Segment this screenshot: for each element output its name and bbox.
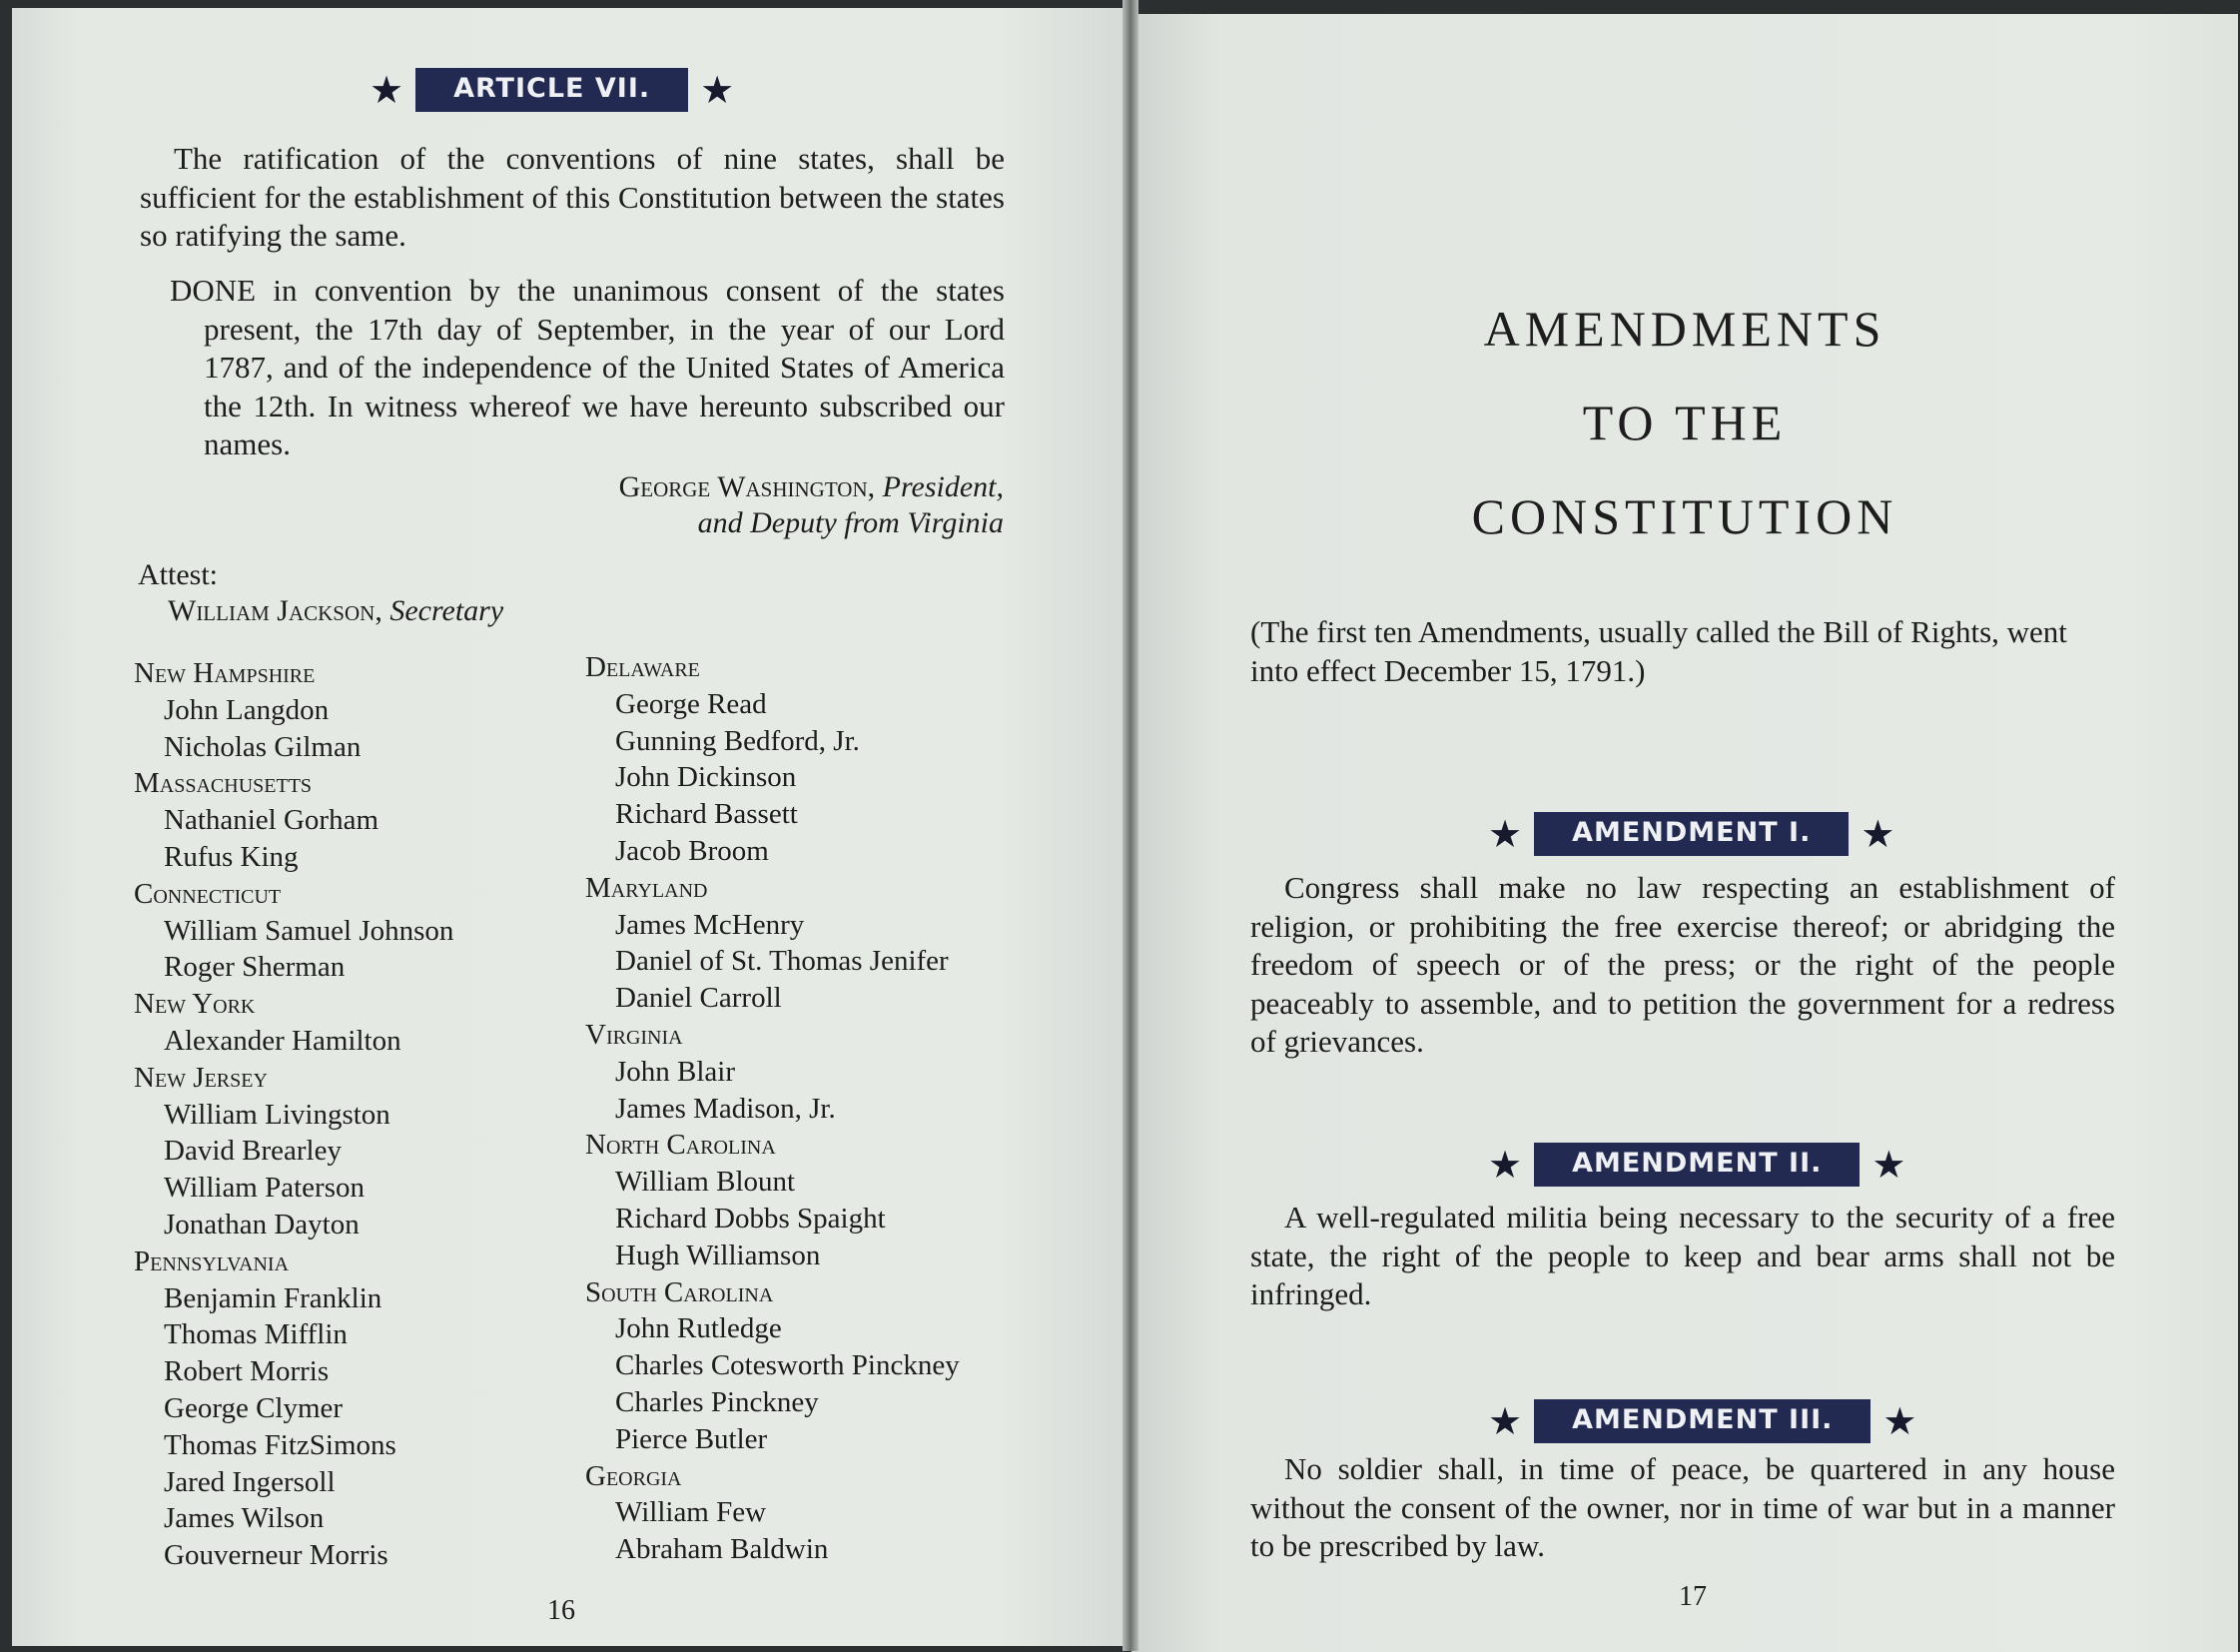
state-name: Pennsylvania — [134, 1244, 290, 1277]
signer-name: Thomas Mifflin — [164, 1318, 348, 1351]
intro-block — [1250, 613, 2115, 690]
signer-name: Thomas FitzSimons — [164, 1428, 396, 1461]
signers-column-right — [585, 649, 960, 1568]
signer-name: Richard Bassett — [615, 798, 798, 831]
signer-name: Pierce Butler — [615, 1422, 768, 1455]
signer-name: James Madison, Jr. — [615, 1092, 836, 1125]
amendment-3-block — [1250, 1450, 2115, 1566]
signer-name: William Livingston — [164, 1098, 390, 1131]
amendment-1-text: Congress shall make no law respecting an establishment of religion, or prohibiting the free exercise thereof; or abridging the freedom of speech or of the press; or the right of the people peaceably to assemble, and to petition the government for a redress of grievances. — [1250, 870, 2115, 1059]
state-name: Maryland — [585, 871, 708, 904]
president-name: George Washington, — [618, 470, 876, 503]
star-icon: ★ — [1488, 1399, 1523, 1443]
star-icon: ★ — [1488, 1143, 1523, 1187]
secretary-title: Secretary — [389, 594, 504, 627]
signer-name: James Wilson — [164, 1502, 325, 1535]
president-title: President, — [882, 470, 1004, 503]
signer-name: David Brearley — [164, 1135, 342, 1168]
amendments-title-line3: CONSTITUTION — [1471, 488, 1898, 544]
bill-of-rights-intro: (The first ten Amendments, usually called the Bill of Rights, went into effect December 15, 1791.) — [1250, 614, 2067, 688]
signer-name: Daniel of St. Thomas Jenifer — [615, 945, 949, 978]
president-signature — [305, 469, 1004, 541]
amendment-2-block — [1250, 1199, 2115, 1314]
president-role: and Deputy from Virginia — [697, 506, 1004, 539]
secretary-name: William Jackson, — [168, 594, 382, 627]
state-name: New York — [134, 988, 256, 1021]
signer-name: James McHenry — [615, 908, 805, 941]
done-text: DONE in convention by the unanimous consent of the states present, the 17th day of September, in the year of our Lord 1787, and of the independence of the United States of America the 12th. In witness whereof we have hereunto subscribed our names. — [170, 273, 1005, 461]
amendment-3-heading — [1488, 1399, 1917, 1443]
signer-name: Roger Sherman — [164, 951, 346, 984]
done-text-block — [140, 272, 1005, 464]
signer-name: Gunning Bedford, Jr. — [615, 724, 860, 757]
amendments-title-line1: AMENDMENTS — [1483, 301, 1886, 357]
state-name: Connecticut — [134, 877, 282, 910]
attest-label: Attest: — [138, 558, 218, 591]
signer-name: Gouverneur Morris — [164, 1539, 388, 1572]
page-number-right: 17 — [1679, 1581, 1707, 1612]
signer-name: Nicholas Gilman — [164, 730, 362, 763]
attest-block — [138, 557, 503, 629]
star-icon: ★ — [1882, 1399, 1917, 1443]
article-vii-heading — [370, 68, 734, 112]
star-icon: ★ — [370, 68, 404, 112]
star-icon: ★ — [1871, 1143, 1906, 1187]
page-number-left: 16 — [547, 1595, 575, 1626]
signer-name: Jonathan Dayton — [164, 1208, 360, 1240]
signer-name: Jacob Broom — [615, 834, 769, 867]
amendment-3-text: No soldier shall, in time of peace, be quartered in any house without the consent of the owner, nor in time of war but in a manner to be prescribed by law. — [1250, 1451, 2115, 1563]
signers-column-left — [134, 655, 453, 1574]
star-icon: ★ — [1488, 812, 1523, 856]
signer-name: John Blair — [615, 1055, 736, 1088]
signer-name: Nathaniel Gorham — [164, 804, 379, 837]
signer-name: Charles Cotesworth Pinckney — [615, 1349, 960, 1382]
signer-name: Abraham Baldwin — [615, 1533, 829, 1566]
amendment-2-heading — [1488, 1143, 1905, 1187]
signer-name: John Dickinson — [615, 761, 797, 794]
signer-name: Robert Morris — [164, 1355, 330, 1388]
amendment-2-text: A well-regulated militia being necessary to the security of a free state, the right of the people to keep and bear arms shall not be infringed. — [1250, 1200, 2115, 1311]
amendments-title-line2: TO THE — [1582, 395, 1788, 450]
state-name: Delaware — [585, 651, 700, 683]
article-text-block — [140, 140, 1005, 256]
amendment-1-heading — [1488, 812, 1894, 856]
signer-name: William Few — [615, 1496, 767, 1529]
star-icon: ★ — [1861, 812, 1895, 856]
signer-name: Benjamin Franklin — [164, 1281, 382, 1314]
star-icon: ★ — [700, 68, 735, 112]
article-text: The ratification of the conventions of nine states, shall be sufficient for the establishment of this Constitution between the states so ratifying the same. — [140, 141, 1005, 253]
signer-name: John Rutledge — [615, 1312, 782, 1345]
signer-name: Rufus King — [164, 840, 299, 873]
amendment-banner: AMENDMENT III. — [1534, 1399, 1870, 1443]
state-name: Georgia — [585, 1459, 682, 1492]
signer-name: George Read — [615, 687, 767, 720]
amendment-banner: AMENDMENT II. — [1534, 1143, 1860, 1187]
book-gutter — [1122, 0, 1138, 1651]
signer-name: George Clymer — [164, 1391, 344, 1424]
state-name: South Carolina — [585, 1275, 774, 1308]
state-name: Virginia — [585, 1018, 683, 1051]
signer-name: Alexander Hamilton — [164, 1024, 401, 1057]
amendment-banner: AMENDMENT I. — [1534, 812, 1849, 856]
amendment-1-block — [1250, 869, 2115, 1062]
signer-name: Hugh Williamson — [615, 1239, 821, 1271]
state-name: New Jersey — [134, 1061, 268, 1094]
article-banner: ARTICLE VII. — [415, 68, 688, 112]
signer-name: John Langdon — [164, 693, 330, 726]
signer-name: William Samuel Johnson — [164, 914, 454, 947]
state-name: Massachusetts — [134, 767, 313, 800]
signer-name: Richard Dobbs Spaight — [615, 1202, 886, 1235]
signer-name: Jared Ingersoll — [164, 1465, 336, 1498]
state-name: North Carolina — [585, 1129, 776, 1162]
state-name: New Hampshire — [134, 657, 316, 689]
signer-name: William Paterson — [164, 1172, 365, 1205]
signer-name: Daniel Carroll — [615, 982, 782, 1015]
signer-name: William Blount — [615, 1166, 796, 1199]
signer-name: Charles Pinckney — [615, 1385, 819, 1418]
